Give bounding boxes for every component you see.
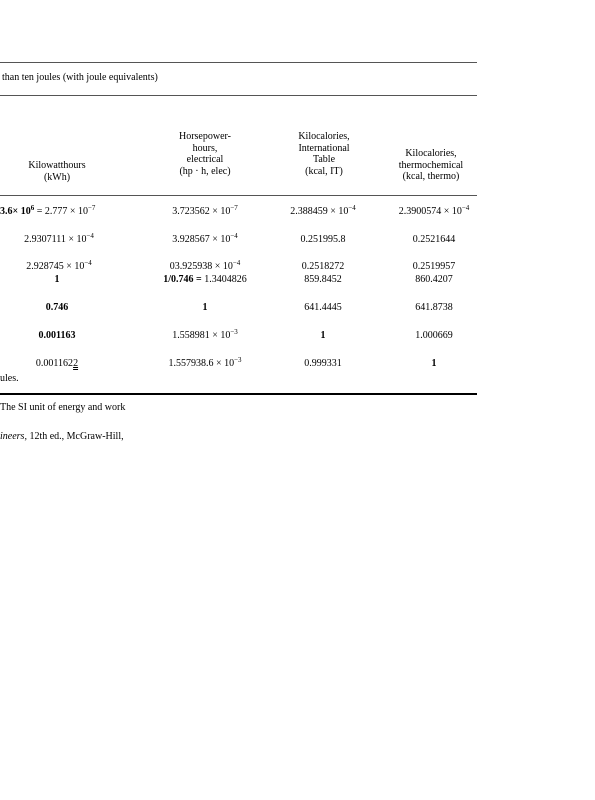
table-caption: than ten joules (with joule equivalents) bbox=[2, 72, 158, 83]
kcal-it-value: 2.388459 × 10 bbox=[290, 206, 349, 217]
header-kcal-thermo: Kilocalories, thermochemical (kcal, thermo) bbox=[398, 148, 464, 183]
header-kcal-it: Kilocalories, International Table (kcal, IT) bbox=[298, 131, 350, 177]
kwh-value: 2.9307111 × 10 bbox=[24, 234, 87, 245]
kwh-exp: −4 bbox=[84, 259, 92, 267]
kcal-it-cell bbox=[270, 204, 376, 217]
hp-cell bbox=[155, 204, 255, 217]
hp-value: 1.557938.6 × 10 bbox=[168, 358, 235, 369]
reference-details: 12th ed., McGraw-Hill, bbox=[26, 431, 124, 442]
reference-title-italic: ineers, bbox=[0, 431, 27, 442]
hp-cell bbox=[148, 356, 262, 369]
footnote-reference bbox=[0, 432, 124, 442]
kwh-value: = 2.777 × 10 bbox=[34, 206, 88, 217]
kcal-it-exp: −4 bbox=[348, 204, 356, 212]
top-rule bbox=[0, 62, 477, 63]
kwh-ten-bold: 10 bbox=[18, 206, 31, 217]
kwh-cell bbox=[0, 359, 114, 369]
kwh-exp: −7 bbox=[87, 204, 96, 212]
header-horsepower-hours: Horsepower- hours, electrical (hp · h, elec) bbox=[178, 131, 231, 177]
kwh-exp: −4 bbox=[86, 232, 94, 240]
kcal-thermo-value: 2.3900574 × 10 bbox=[398, 206, 462, 217]
kwh-value-underlined: 2 bbox=[73, 358, 79, 369]
hp-value: 3.928567 × 10 bbox=[172, 234, 231, 245]
kcal-thermo-cell: 860.4207 bbox=[415, 274, 453, 285]
table-row bbox=[0, 204, 96, 217]
caption-rule bbox=[0, 95, 477, 96]
hp-value: 1.558981 × 10 bbox=[172, 330, 231, 341]
hp-value-bold: 1/0.746 = bbox=[163, 274, 202, 285]
kcal-it-cell: 641.4445 bbox=[304, 302, 342, 313]
hp-cell bbox=[155, 328, 255, 341]
kwh-cell: 0.746 bbox=[45, 302, 69, 313]
kcal-it-cell: 0.2518272 bbox=[301, 261, 345, 272]
hp-value: 3.723562 × 10 bbox=[172, 206, 231, 217]
kcal-thermo-cell: 0.2519957 bbox=[412, 261, 456, 272]
kwh-cell bbox=[0, 259, 118, 272]
hp-cell bbox=[155, 259, 255, 272]
kwh-cell: 0.001163 bbox=[38, 330, 76, 341]
hp-exp: −4 bbox=[232, 259, 241, 267]
note-fragment: ules. bbox=[0, 373, 19, 384]
kcal-it-cell: 1 bbox=[320, 330, 326, 341]
kwh-factor-bold: 3.6× bbox=[0, 206, 19, 217]
kcal-thermo-cell: 0.2521644 bbox=[412, 234, 456, 245]
kcal-it-cell: 0.251995.8 bbox=[300, 234, 346, 245]
kcal-thermo-cell: 641.8738 bbox=[415, 302, 453, 313]
kcal-thermo-cell bbox=[380, 204, 488, 217]
kcal-it-cell: 859.8452 bbox=[304, 274, 342, 285]
hp-cell bbox=[155, 232, 255, 245]
hp-value: 03.925938 × 10 bbox=[169, 261, 233, 272]
hp-exp: −7 bbox=[230, 204, 238, 212]
kwh-value: 2.928745 × 10 bbox=[26, 261, 85, 272]
kcal-it-cell: 0.999331 bbox=[304, 358, 342, 369]
kcal-thermo-cell: 1.000669 bbox=[415, 330, 453, 341]
kcal-thermo-exp: −4 bbox=[461, 204, 470, 212]
kwh-cell bbox=[0, 232, 118, 245]
hp-value: 1.3404826 bbox=[201, 274, 247, 285]
kwh-cell: 1 bbox=[54, 274, 60, 285]
hp-exp: −3 bbox=[234, 356, 242, 364]
kwh-exp-bold: 6 bbox=[30, 204, 35, 212]
footnote-si-unit: The SI unit of energy and work bbox=[0, 402, 126, 413]
header-kilowatthours: Kilowatthours (kWh) bbox=[28, 160, 86, 183]
hp-cell: 1 bbox=[202, 302, 208, 313]
header-rule bbox=[0, 195, 477, 196]
hp-exp: −3 bbox=[230, 328, 238, 336]
kcal-thermo-cell: 1 bbox=[431, 358, 437, 369]
hp-cell bbox=[148, 275, 262, 285]
kwh-value: 0.001162 bbox=[35, 358, 74, 369]
hp-exp: −4 bbox=[230, 232, 238, 240]
bottom-rule bbox=[0, 393, 477, 395]
